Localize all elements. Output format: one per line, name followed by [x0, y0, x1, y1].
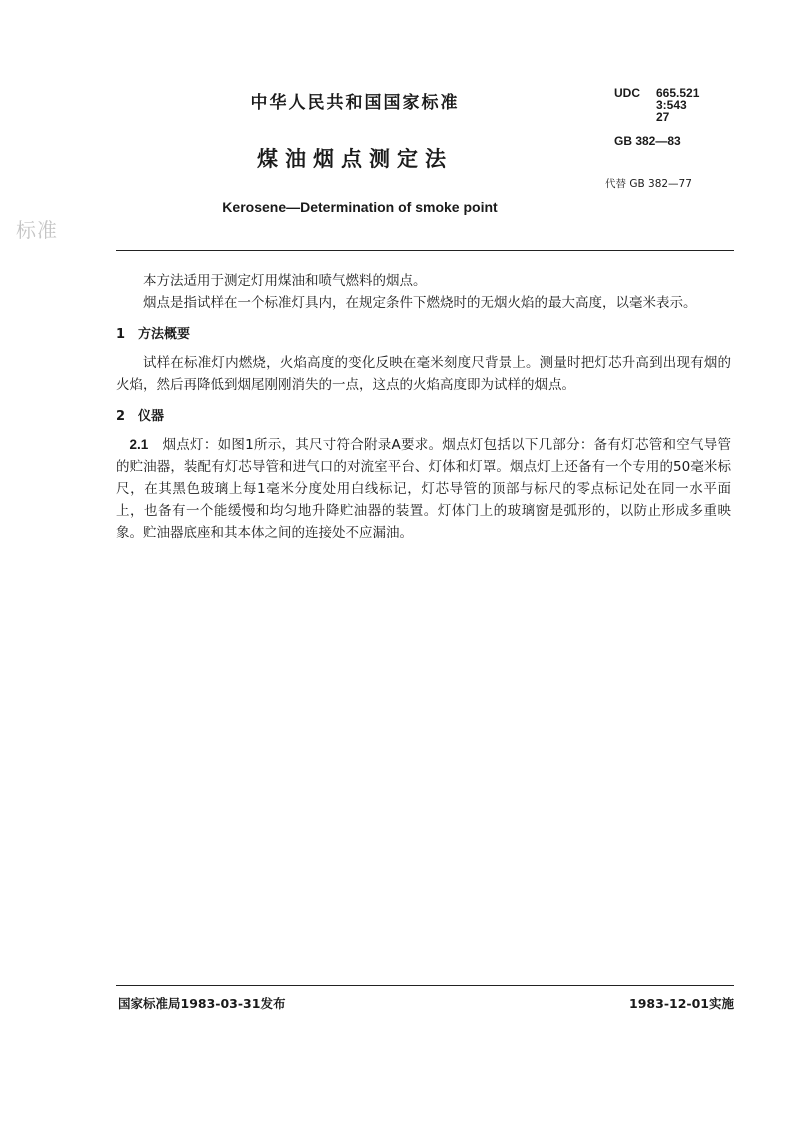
issuing-organization: 中华人民共和国国家标准	[250, 93, 460, 113]
document-title-english: Kerosene—Determination of smoke point	[222, 199, 498, 215]
udc-line: 27	[656, 110, 670, 124]
section-title: 方法概要	[138, 327, 191, 342]
watermark: 标准	[16, 218, 58, 242]
section-title: 仪器	[138, 409, 165, 424]
section-heading	[116, 324, 731, 346]
section-heading	[116, 406, 731, 428]
replaces-note: 代替 GB 382—77	[605, 178, 692, 190]
udc-line: 3:543	[656, 98, 687, 112]
issue-date: 国家标准局1983-03-31发布	[118, 996, 286, 1011]
udc-line: 665.521	[656, 86, 700, 100]
subsection-number: 2.1	[129, 437, 149, 452]
document-body	[116, 270, 731, 544]
standard-code: GB 382—83	[614, 134, 681, 148]
footer-divider	[116, 985, 734, 986]
header-divider	[116, 250, 734, 251]
intro-paragraph: 烟点是指试样在一个标准灯具内，在规定条件下燃烧时的无烟火焰的最大高度，以毫米表示。	[143, 295, 697, 311]
effective-date: 1983-12-01实施	[629, 996, 734, 1011]
udc-label: UDC	[614, 86, 640, 100]
intro-paragraph: 本方法适用于测定灯用煤油和喷气燃料的烟点。	[143, 273, 427, 289]
subsection-text: 烟点灯：如图1所示，其尺寸符合附录A要求。烟点灯包括以下几部分：备有灯芯管和空气导管的贮油器，装配有灯芯导管和进气口的对流室平台、灯体和灯罩。烟点灯上还备有一个专用的50毫米标尺，在其黑色玻璃上每1毫米分度处用白线标记，灯芯导管的顶部与标尺的零点标记处在同一水平面上，也备有一个能缓慢和均匀地升降贮油器的装置。灯体门上的玻璃窗是弧形的，以防止形成多重映象。贮油器底座和其本体之间的连接处不应漏油。	[116, 437, 731, 541]
section-paragraph: 试样在标准灯内燃烧，火焰高度的变化反映在毫米刻度尺背景上。测量时把灯芯升高到出现有烟的火焰，然后再降低到烟尾刚刚消失的一点，这点的火焰高度即为试样的烟点。	[116, 355, 731, 393]
section-number: 2	[116, 409, 126, 424]
document-title-chinese: 煤油烟点测定法	[257, 147, 453, 171]
subsection-paragraph	[116, 434, 731, 544]
section-number: 1	[116, 327, 126, 342]
udc-classification	[614, 87, 744, 123]
